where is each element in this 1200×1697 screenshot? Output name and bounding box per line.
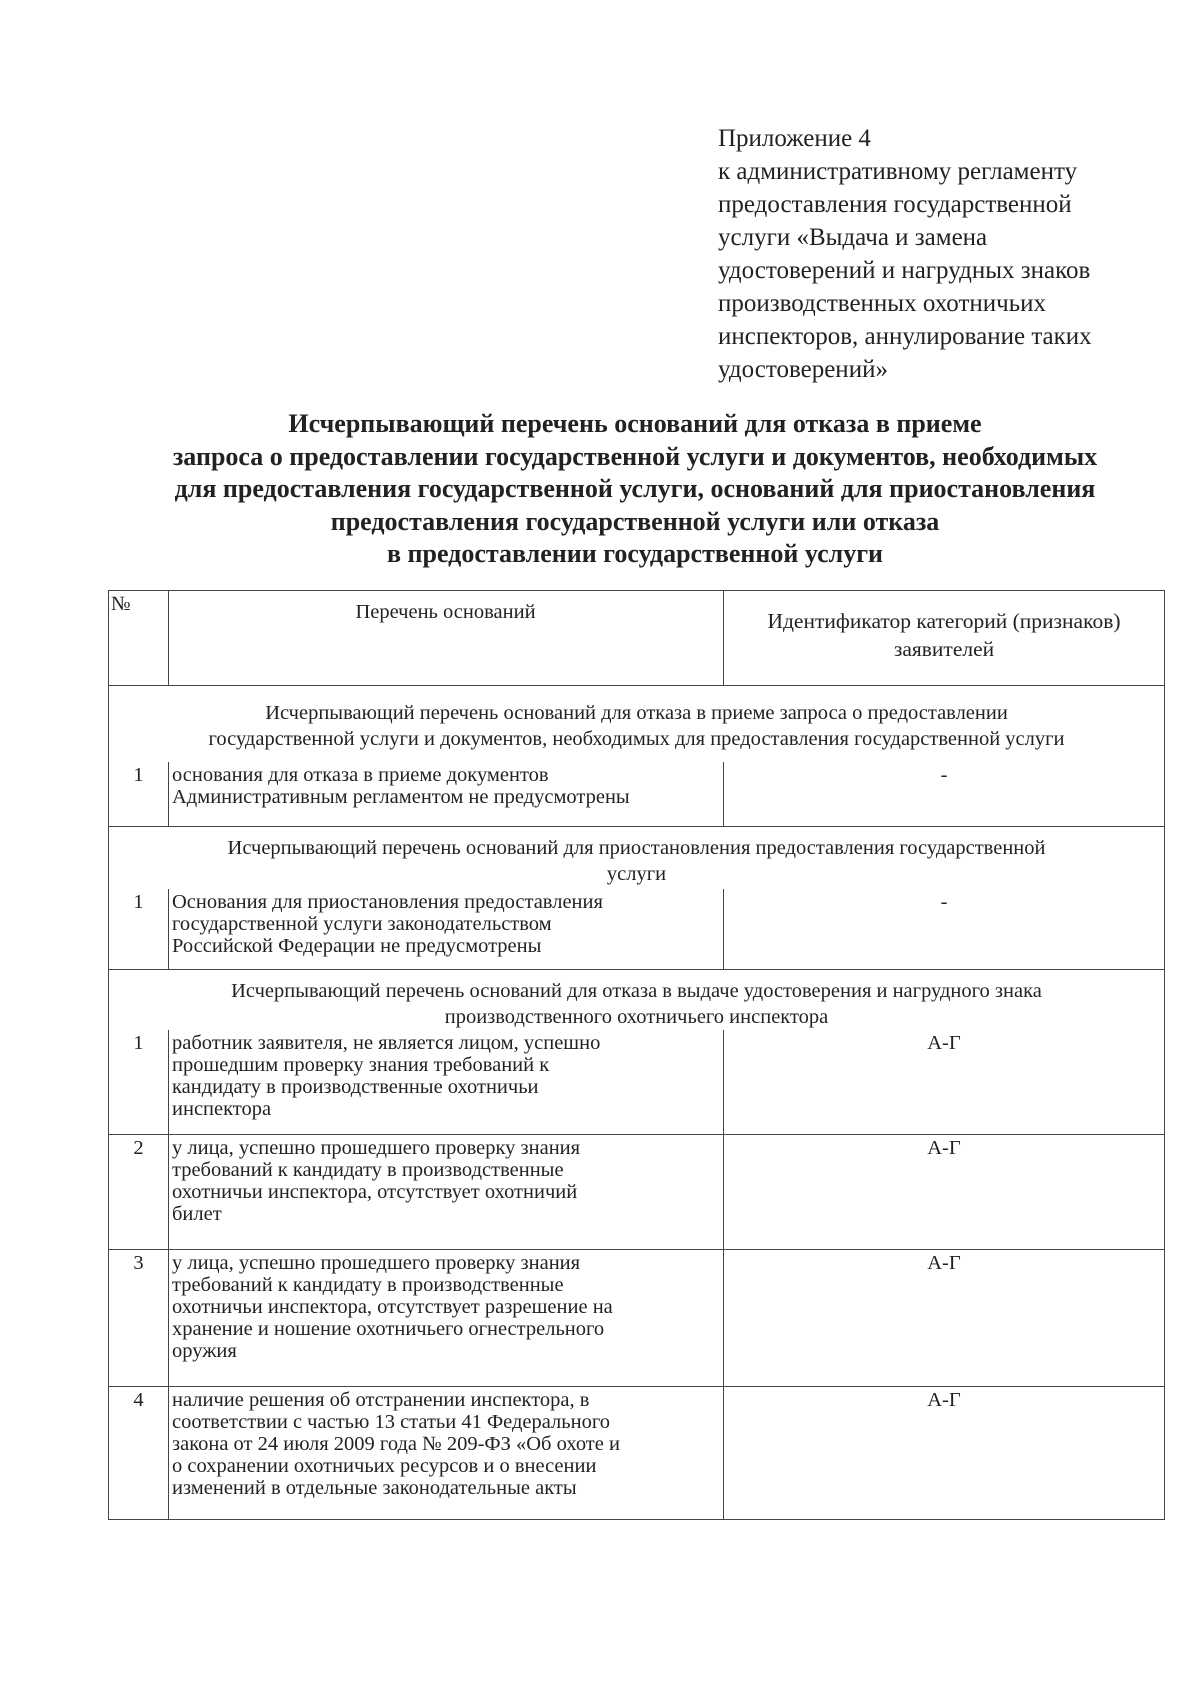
row-category: А-Г (927, 1389, 961, 1411)
table-row (109, 889, 1164, 970)
row-number: 1 (109, 889, 169, 969)
row-number: 1 (109, 1030, 169, 1134)
table-row (109, 1250, 1164, 1387)
annex-header: Приложение 4 к административному регламенту предоставления государственной услуги «Выдача и замена удостоверений и нагрудных знаков производственных охотничьих инспекторов, аннулирование таких удостоверений» (718, 125, 1092, 383)
header-reasons: Перечень оснований (169, 591, 724, 685)
document-title: Исчерпывающий перечень оснований для отказа в приеме запроса о предоставлении государственной услуги и документов, необходимых для предоставления государственной услуги, оснований для приостановления предоставления государственной услуги или отказа в предоставлении государственной услуги (172, 409, 1098, 568)
table-row (109, 762, 1164, 827)
row-reason: Основания для приостановления предоставления государственной услуги законодательством Российской Федерации не предусмотрены (169, 889, 724, 969)
row-number: 3 (109, 1250, 169, 1386)
section-heading-refusal-issue: Исчерпывающий перечень оснований для отказа в выдаче удостоверения и нагрудного знака производственного охотничьего инспектора (231, 980, 1042, 1028)
table-row (109, 1387, 1164, 1520)
header-number: № (109, 591, 169, 685)
row-category: А-Г (927, 1137, 961, 1159)
row-number: 1 (109, 762, 169, 826)
row-category: А-Г (927, 1032, 961, 1054)
row-reason: у лица, успешно прошедшего проверку знания требований к кандидату в производственные охотничьи инспектора, отсутствует охотничий билет (169, 1135, 724, 1249)
row-reason: у лица, успешно прошедшего проверку знания требований к кандидату в производственные охотничьи инспектора, отсутствует разрешение на хранение и ношение охотничьего огнестрельного оружия (169, 1250, 724, 1386)
table-header-row (109, 591, 1164, 686)
row-reason: наличие решения об отстранении инспектора, в соответствии с частью 13 статьи 41 Федерального закона от 24 июля 2009 года № 209-ФЗ «Об охоте и о сохранении охотничьих ресурсов и о внесении изменений в отдельные законодательные акты (169, 1387, 724, 1519)
row-category: - (940, 764, 948, 786)
header-category: Идентификатор категорий (признаков) заявителей (767, 609, 1121, 661)
row-reason: основания для отказа в приеме документов Административным регламентом не предусмотрены (169, 762, 724, 826)
table-row (109, 1135, 1164, 1250)
row-reason: работник заявителя, не является лицом, успешно прошедшим проверку знания требований к кандидату в производственные охотничьи инспектора (169, 1030, 724, 1134)
section-heading-refusal-acceptance: Исчерпывающий перечень оснований для отказа в приеме запроса о предоставлении государственной услуги и документов, необходимых для предоставления государственной услуги (208, 702, 1065, 750)
row-number: 2 (109, 1135, 169, 1249)
section-heading-suspension: Исчерпывающий перечень оснований для приостановления предоставления государственной услуги (227, 837, 1046, 885)
row-number: 4 (109, 1387, 169, 1519)
row-category: - (940, 891, 948, 913)
row-category: А-Г (927, 1252, 961, 1274)
grounds-table (108, 590, 1165, 1520)
table-row (109, 1030, 1164, 1135)
